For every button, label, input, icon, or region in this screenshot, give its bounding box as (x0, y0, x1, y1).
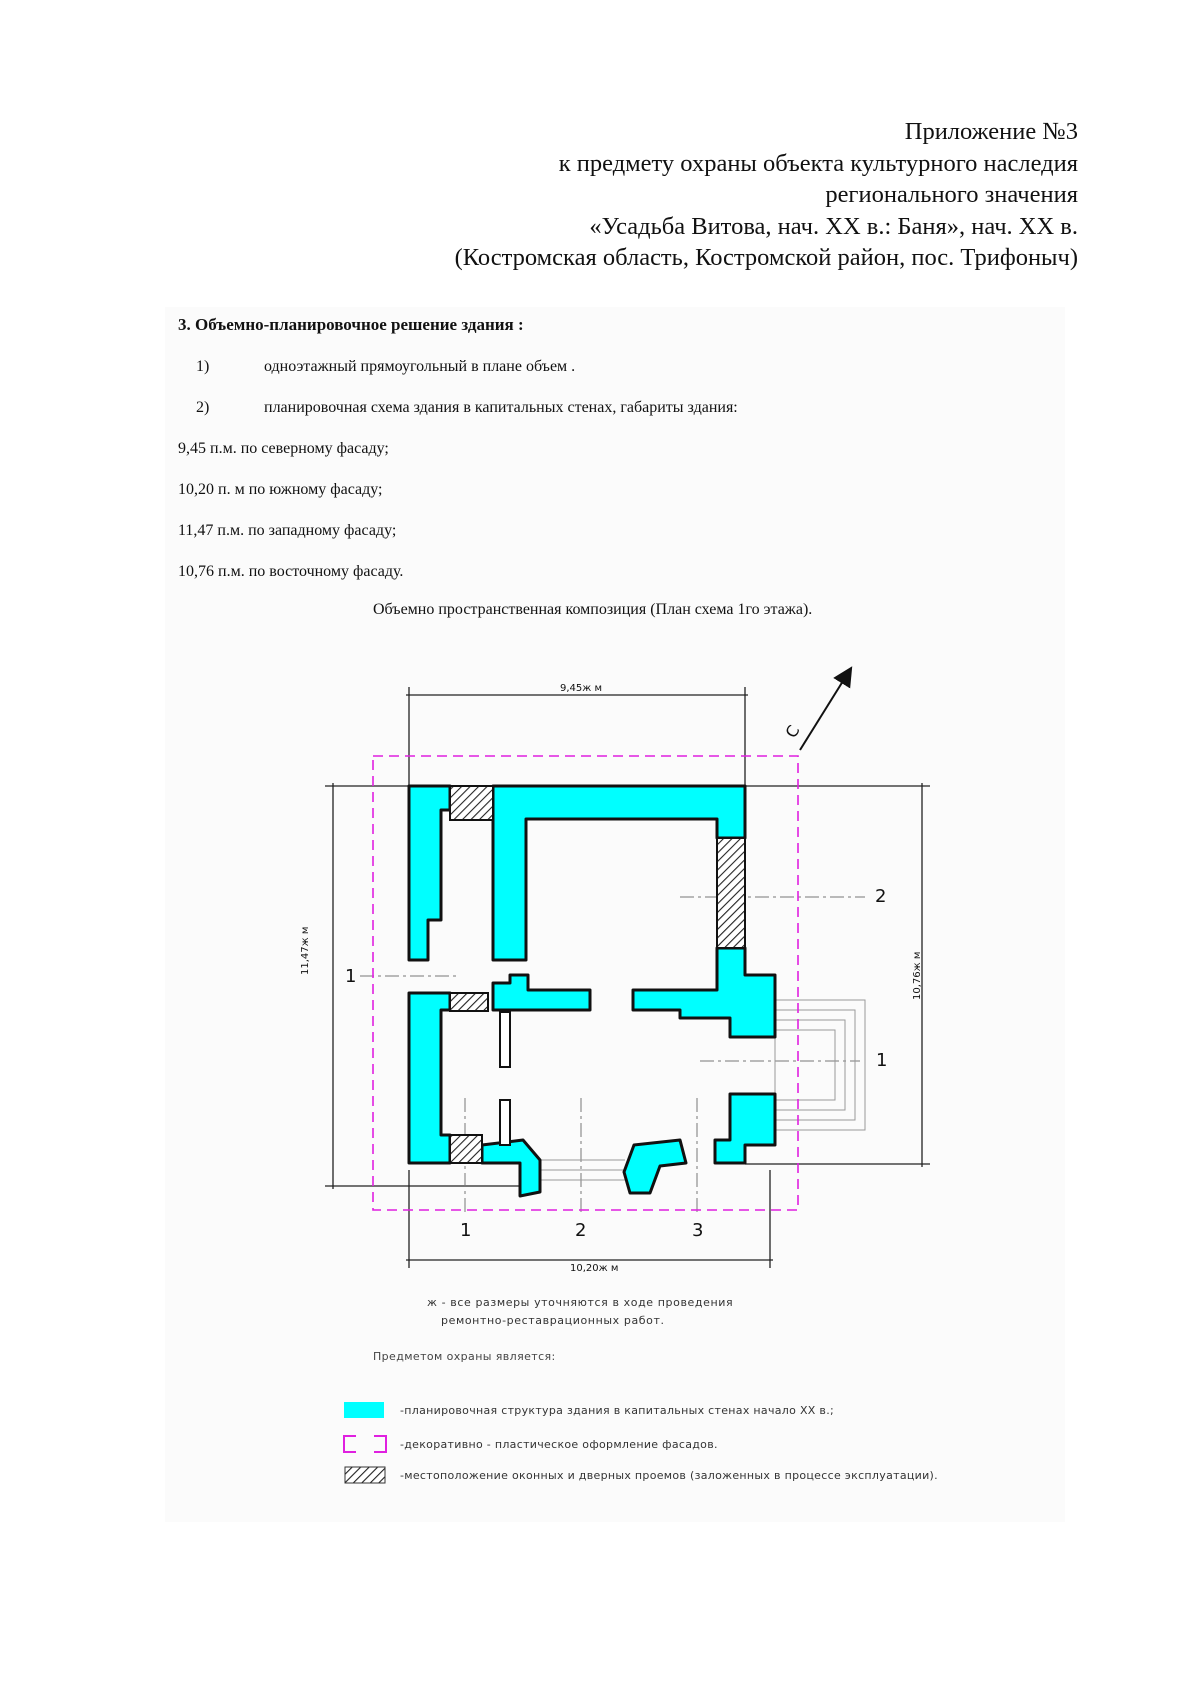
interior-partitions (500, 1012, 510, 1145)
wall-north (493, 786, 745, 960)
appendix-number: Приложение №3 (904, 118, 1078, 145)
north-label: С (781, 721, 804, 742)
plan-caption: Объемно пространственная композиция (План схема 1го этажа). (373, 601, 813, 618)
infilled-opening-north (450, 786, 493, 820)
wall-interior-east (633, 948, 775, 1037)
appendix-line-5: (Костромская область, Костромской район, пос. Трифоныч) (454, 244, 1078, 271)
wall-west-south (409, 993, 450, 1163)
axis-label-bottom-1: 1 (460, 1220, 472, 1241)
appendix-line-4: «Усадьба Витова, нач. XX в.: Баня», нач. XX в. (589, 212, 1078, 240)
item-2-text: планировочная схема здания в капитальных стенах, габариты здания: (264, 399, 738, 416)
wall-south-east-pier (624, 1140, 686, 1193)
axis-label-left: 1 (345, 966, 357, 987)
facade-west: 11,47 п.м. по западному фасаду; (178, 522, 397, 539)
axis-label-bottom-3: 3 (692, 1220, 704, 1241)
north-arrow-icon (800, 673, 848, 750)
note-line-1: ж - все размеры уточняются в ходе проведения (427, 1296, 734, 1309)
infilled-opening-east (717, 838, 745, 948)
item-2-number: 2) (196, 399, 210, 416)
axis-label-right-2: 2 (875, 886, 887, 907)
dim-label-top: 9,45ж м (560, 683, 602, 694)
axis-label-bottom-2: 2 (575, 1220, 587, 1241)
appendix-line-3: регионального значения (825, 181, 1078, 208)
appendix-line-2: к предмету охраны объекта культурного наследия (558, 149, 1078, 177)
axis-label-right-1: 1 (876, 1050, 888, 1071)
infilled-opening-west (450, 993, 488, 1011)
item-1-text: одноэтажный прямоугольный в плане объем . (264, 358, 576, 375)
infilled-opening-south (450, 1135, 482, 1163)
magenta-dashed-bracket-icon (342, 1434, 388, 1454)
note-line-2: ремонтно-реставрационных работ. (441, 1314, 665, 1327)
hatched-swatch-icon (344, 1466, 386, 1484)
legend-item-decor: -декоративно - пластическое оформление фасадов. (400, 1438, 718, 1451)
item-1-number: 1) (196, 358, 210, 375)
wall-west-north (409, 786, 450, 960)
porch-steps (535, 1000, 865, 1180)
dim-label-right: 10,76ж м (912, 951, 923, 1000)
section-title: 3. Объемно-планировочное решение здания : (178, 315, 524, 334)
subject-title: Предметом охраны является: (373, 1350, 556, 1363)
legend-item-walls: -планировочная структура здания в капитальных стенах начало XX в.; (400, 1404, 835, 1417)
cyan-fill-swatch-icon (344, 1402, 384, 1418)
facade-east: 10,76 п.м. по восточному фасаду. (178, 563, 404, 580)
wall-south-west-pier (482, 1140, 540, 1196)
legend-item-openings: -местоположение оконных и дверных проемов (заложенных в процессе эксплуатации). (400, 1469, 938, 1482)
dim-label-left: 11,47ж м (300, 926, 311, 975)
wall-east-south (715, 1094, 775, 1163)
dim-label-bottom: 10,20ж м (570, 1263, 619, 1274)
facade-north: 9,45 п.м. по северному фасаду; (178, 440, 389, 457)
facade-south: 10,20 п. м по южному фасаду; (178, 481, 383, 498)
wall-interior-west (493, 975, 590, 1010)
